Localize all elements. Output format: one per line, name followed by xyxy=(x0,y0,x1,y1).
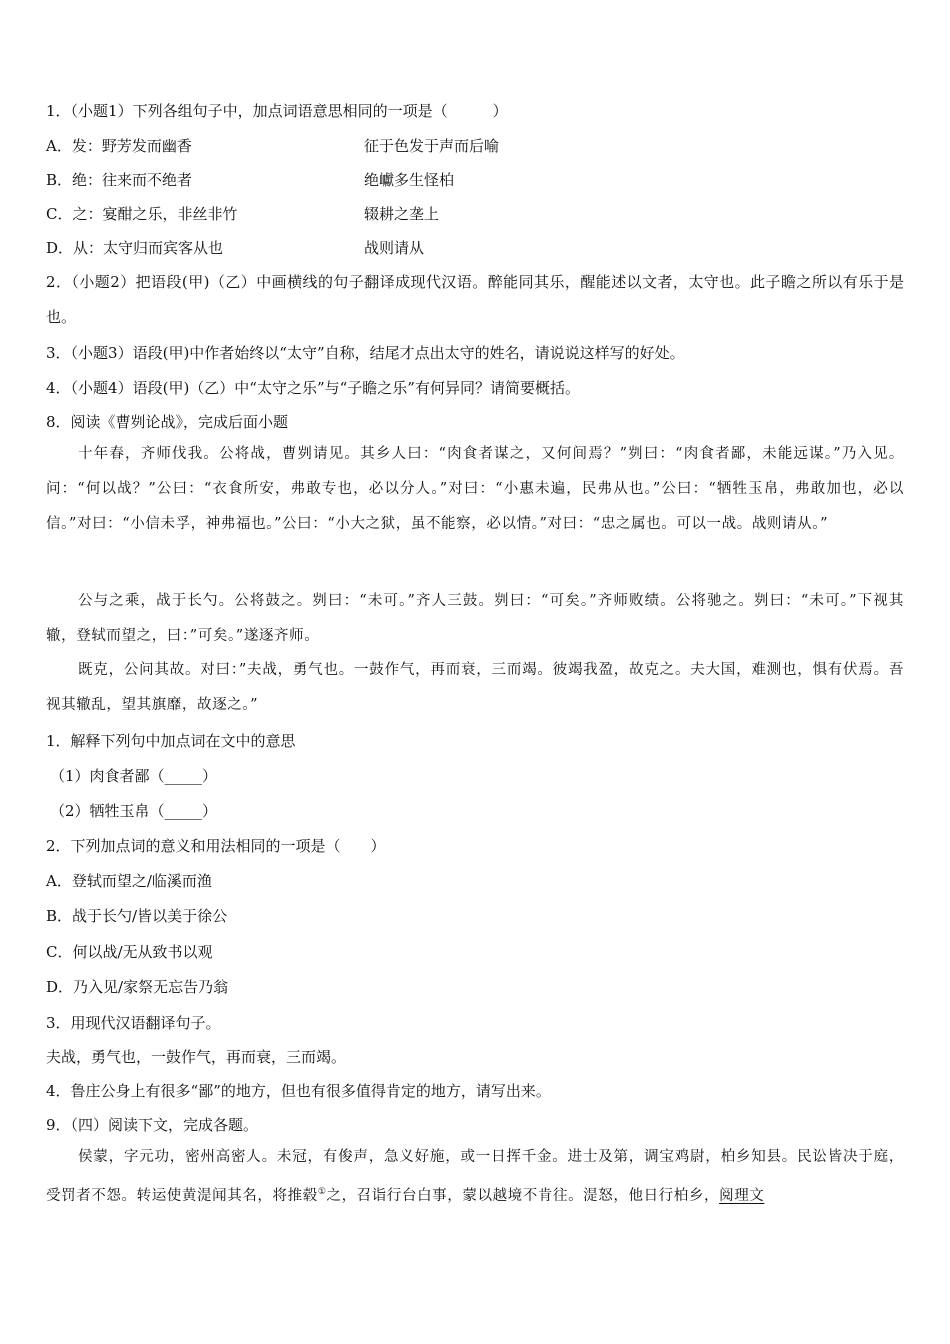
option-c-right: 辍耕之垄上 xyxy=(364,205,440,223)
option-a-right: 征于色发于声而后喻 xyxy=(364,137,500,155)
underlined-phrase: 阅理文 xyxy=(719,1187,765,1204)
passage-9-text-rest: 之，召诣行台白事，蒙以越境不肯往。湜怒，他日行柏乡， xyxy=(326,1187,720,1204)
option-b-right: 绝巘多生怪柏 xyxy=(364,171,455,189)
option-row-c xyxy=(46,204,904,226)
sub-question-1-item-1: （1）肉食者鄙（_____） xyxy=(50,767,218,785)
sub-question-3: 3．用现代汉语翻译句子。 xyxy=(46,1014,221,1032)
option-row-b xyxy=(46,170,904,192)
passage-paragraph-2: 公与之乘，战于长勺。公将鼓之。刿曰：“未可。”齐人三鼓。刿曰：“可矣。”齐师败绩。公将驰之。刿曰：“未可。”下视其辙，登轼而望之，曰：”可矣。”遂逐齐师。 xyxy=(46,593,904,644)
passage-9-paragraph-1 xyxy=(46,1140,904,1214)
sub-question-2-option-a: A．登轼而望之/临溪而渔 xyxy=(46,872,212,890)
sub-question-2-option-d: D．乃入见/家祭无忘告乃翁 xyxy=(46,978,229,996)
question-3: 3．（小题3）语段(甲)中作者始终以“太守”自称，结尾才点出太守的姓名，请说说这样写的好处。 xyxy=(46,344,685,362)
sub-question-1: 1．解释下列句中加点词在文中的意思 xyxy=(46,732,296,750)
sub-question-3-sentence: 夫战，勇气也，一鼓作气，再而衰，三而竭。 xyxy=(46,1048,347,1066)
option-d-left: D．从：太守归而宾客从也 xyxy=(46,239,224,257)
sub-question-2-option-c: C．何以战/无从致书以观 xyxy=(46,943,213,961)
option-c-left: C．之：宴酣之乐，非丝非竹 xyxy=(46,205,238,223)
option-b-left: B．绝：往来而不绝者 xyxy=(46,171,193,189)
option-d-right: 战则请从 xyxy=(364,239,425,257)
sub-question-4: 4．鲁庄公身上有很多“鄙”的地方，但也有很多值得肯定的地方，请写出来。 xyxy=(46,1082,551,1100)
sub-question-1-item-2: （2）牺牲玉帛（_____） xyxy=(50,802,218,820)
option-row-a xyxy=(46,136,904,158)
sub-question-2: 2．下列加点词的意义和用法相同的一项是（ ） xyxy=(46,837,386,855)
option-row-d xyxy=(46,238,904,260)
option-a-left: A．发：野芳发而幽香 xyxy=(46,137,192,155)
question-9-title: 9．（四）阅读下文，完成各题。 xyxy=(46,1116,259,1134)
passage-paragraph-3: 既克，公问其故。对曰：”夫战，勇气也。一鼓作气，再而衰，三而竭。彼竭我盈，故克之。夫大国，难测也，惧有伏焉。吾视其辙乱，望其旗靡，故逐之。” xyxy=(46,662,904,713)
sub-question-2-option-b: B．战于长勺/皆以美于徐公 xyxy=(46,907,228,925)
footnote-marker: ① xyxy=(317,1187,327,1197)
passage-9-text-main: 侯蒙，字元功，密州高密人。未冠，有俊声，急义好施，或一日挥千金。进士及第，调宝鸡尉，柏乡知县。民讼皆决于庭，受罚者不怨。转运使黄湜闻其名，将推毂 xyxy=(46,1149,904,1204)
question-8-title: 8．阅读《曹刿论战》，完成后面小题 xyxy=(46,413,289,431)
question-4: 4．（小题4）语段(甲)（乙）中“太守之乐”与“子瞻之乐”有何异同？请简要概括。 xyxy=(46,379,580,397)
question-2: 2．（小题2）把语段(甲)（乙）中画横线的句子翻译成现代汉语。醉能同其乐，醒能述以文者，太守也。此子瞻之所以有乐于是也。 xyxy=(46,273,904,326)
passage-paragraph-1: 十年春，齐师伐我。公将战，曹刿请见。其乡人曰：“肉食者谋之，又何间焉？”刿曰：“肉食者鄙，未能远谋。”乃入见。问：“何以战？”公曰：“衣食所安，弗敢专也，必以分人。”对曰：“小惠未遍，民弗从也。”公曰：“牺牲玉帛，弗敢加也，必以信。”对曰：“小信未孚，神弗福也。”公曰：“小大之狱，虽不能察，必以情。”对曰：“忠之属也。可以一战。战则请从。” xyxy=(46,446,904,532)
question-1-stem: 1．（小题1）下列各组句子中，加点词语意思相同的一项是（ ） xyxy=(46,102,508,120)
